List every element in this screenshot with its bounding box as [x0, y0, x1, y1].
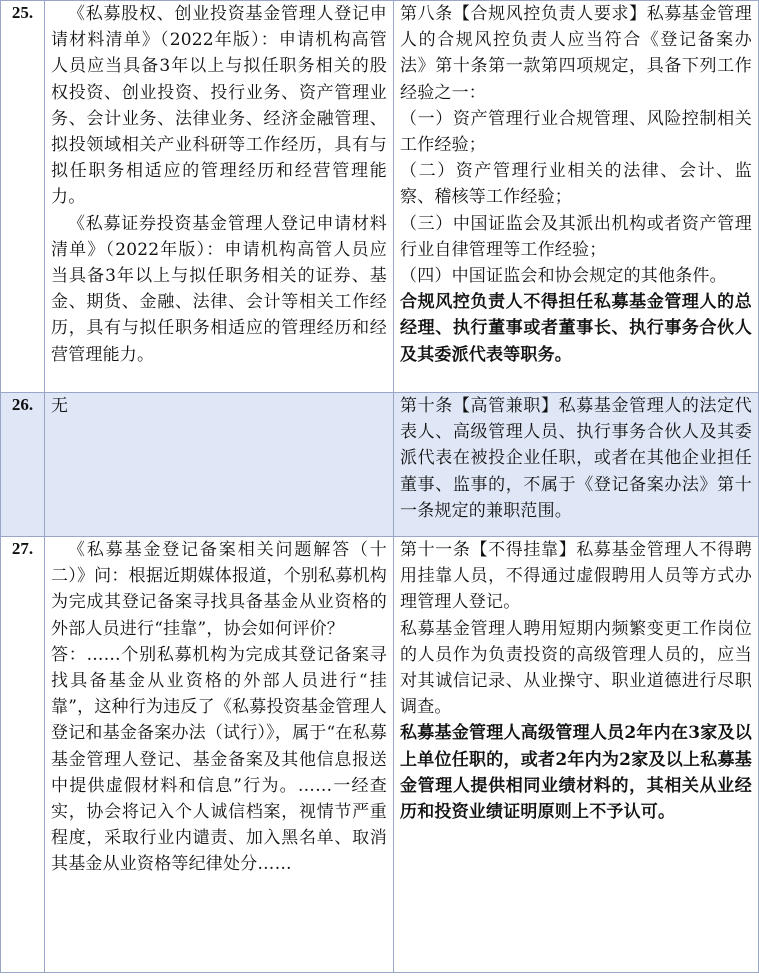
- rule-paragraph: （三）中国证监会及其派出机构或者资产管理行业自律管理等工作经验；: [400, 213, 752, 260]
- rule-paragraph-bold: 私募基金管理人高级管理人员2年内在3家及以上单位任职的，或者2年内为2家及以上私募基金管理人提供相同业绩材料的，其相关从业经历和投资业绩证明原则上不予认可。: [400, 723, 752, 823]
- reference-paragraph: 《私募股权、创业投资基金管理人登记申请材料清单》（2022年版）：申请机构高管人员应当具备3年以上与拟任职务相关的股权投资、创业投资、投行业务、资产管理业务、会计业务、法律业务、经济金融管理、拟投领域相关产业科研等工作经历，具有与拟任职务相适应的管理经历和经营管理能力。: [51, 4, 387, 208]
- reference-paragraph: 《私募证券投资基金管理人登记申请材料清单》（2022年版）：申请机构高管人员应当具备3年以上与拟任职务相关的证券、基金、期货、金融、法律、会计等相关工作经历，具有与拟任职务相适应的管理经历和经营管理能力。: [51, 213, 387, 365]
- reference-paragraph: 无: [51, 396, 69, 416]
- table-row: [0, 393, 759, 537]
- rule-cell: [394, 1, 759, 392]
- rule-paragraph-bold: 合规风控负责人不得担任私募基金管理人的总经理、执行董事或者董事长、执行事务合伙人及其委派代表等职务。: [400, 292, 752, 365]
- table-row: [0, 537, 759, 973]
- rule-paragraph: （一）资产管理行业合规管理、风险控制相关工作经验；: [400, 108, 752, 156]
- reference-cell: [45, 1, 394, 392]
- rule-cell: [394, 393, 759, 536]
- rule-paragraph: 第十条【高管兼职】私募基金管理人的法定代表人、高级管理人员、执行事务合伙人及其委派代表在被投企业任职，或者在其他企业担任董事、监事的，不属于《登记备案办法》第十一条规定的兼职范围。: [400, 396, 752, 521]
- reference-cell: [45, 393, 394, 536]
- rule-cell: [394, 537, 759, 972]
- reference-paragraph: 《私募基金登记备案相关问题解答（十二）》问：根据近期媒体报道，个别私募机构为完成其登记备案寻找具备基金从业资格的外部人员进行“挂靠”，协会如何评价？: [51, 540, 387, 639]
- rule-paragraph: 私募基金管理人聘用短期内频繁变更工作岗位的人员作为负责投资的高级管理人员的，应当对其诚信记录、从业操守、职业道德进行尽职调查。: [400, 618, 752, 718]
- reference-cell: [45, 537, 394, 972]
- rule-paragraph: 第八条【合规风控负责人要求】私募基金管理人的合规风控负责人应当符合《登记备案办法》第十条第一款第四项规定，具备下列工作经验之一：: [400, 4, 752, 103]
- rule-paragraph: 第十一条【不得挂靠】私募基金管理人不得聘用挂靠人员，不得通过虚假聘用人员等方式办理管理人登记。: [400, 540, 752, 613]
- row-number: 26.: [0, 393, 45, 536]
- rule-paragraph: （二）资产管理行业相关的法律、会计、监察、稽核等工作经验；: [400, 161, 752, 208]
- row-number: 25.: [0, 1, 45, 392]
- rule-paragraph: （四）中国证监会和协会规定的其他条件。: [400, 266, 727, 287]
- reference-paragraph: 答：……个别私募机构为完成其登记备案寻找具备基金从业资格的外部人员进行“挂靠”，这种行为违反了《私募投资基金管理人登记和基金备案办法（试行）》，属于“在私募基金管理人登记、基金备案及其他信息报送中提供虚假材料和信息”行为。……一经查实，协会将记入个人诚信档案，视情节严重程度，采取行业内谴责、加入黑名单、取消其基金从业资格等纪律处分……: [51, 644, 387, 875]
- row-number: 27.: [0, 537, 45, 972]
- table-row: [0, 1, 759, 393]
